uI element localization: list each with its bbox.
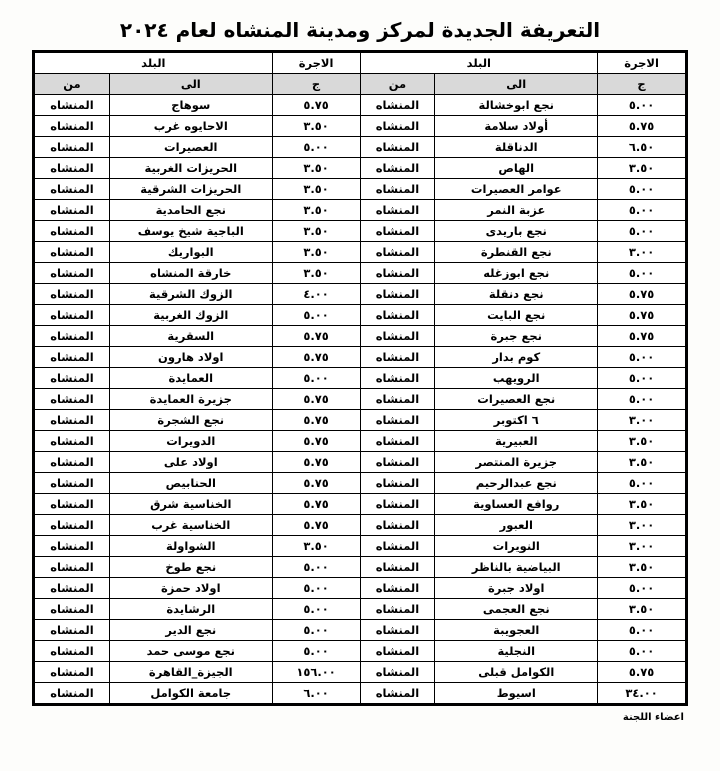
cell-fare-right: ٦.٠٠ [272, 683, 360, 704]
cell-from-left: المنشاه [360, 452, 435, 473]
header-from-left: من [360, 74, 435, 95]
cell-fare-left: ٥.٠٠ [598, 389, 686, 410]
cell-to-right: الخناسية غرب [109, 515, 272, 536]
table-body [35, 95, 686, 704]
cell-from-right: المنشاه [35, 641, 110, 662]
cell-from-left: المنشاه [360, 368, 435, 389]
cell-fare-left: ٥.٠٠ [598, 263, 686, 284]
cell-fare-left: ٥.٠٠ [598, 368, 686, 389]
table-row [35, 515, 686, 536]
cell-to-left: النجلية [435, 641, 598, 662]
cell-from-right: المنشاه [35, 431, 110, 452]
cell-to-left: نجع البايت [435, 305, 598, 326]
cell-from-right: المنشاه [35, 389, 110, 410]
cell-fare-right: ٥.٧٥ [272, 494, 360, 515]
cell-from-right: المنشاه [35, 494, 110, 515]
cell-from-left: المنشاه [360, 137, 435, 158]
cell-from-left: المنشاه [360, 599, 435, 620]
cell-from-left: المنشاه [360, 263, 435, 284]
table-row [35, 410, 686, 431]
table-row [35, 263, 686, 284]
cell-fare-right: ٥.٠٠ [272, 305, 360, 326]
cell-fare-left: ٣.٠٠ [598, 536, 686, 557]
cell-fare-right: ٣.٥٠ [272, 221, 360, 242]
table-row [35, 683, 686, 704]
cell-from-right: المنشاه [35, 179, 110, 200]
cell-from-right: المنشاه [35, 116, 110, 137]
header-to-right: الى [109, 74, 272, 95]
cell-fare-left: ٥.٧٥ [598, 326, 686, 347]
cell-to-right: السقرية [109, 326, 272, 347]
cell-fare-left: ٣٤.٠٠ [598, 683, 686, 704]
cell-from-left: المنشاه [360, 221, 435, 242]
cell-fare-left: ٣.٠٠ [598, 410, 686, 431]
cell-from-right: المنشاه [35, 95, 110, 116]
cell-to-left: النويرات [435, 536, 598, 557]
cell-fare-right: ٤.٠٠ [272, 284, 360, 305]
cell-to-right: اولاد على [109, 452, 272, 473]
table-row [35, 137, 686, 158]
cell-from-left: المنشاه [360, 641, 435, 662]
cell-from-left: المنشاه [360, 431, 435, 452]
cell-fare-right: ٥.٧٥ [272, 515, 360, 536]
cell-to-left: نجع القنطرة [435, 242, 598, 263]
cell-to-left: نجع عبدالرحيم [435, 473, 598, 494]
cell-to-left: العجويبة [435, 620, 598, 641]
cell-from-right: المنشاه [35, 326, 110, 347]
cell-to-left: الدناقلة [435, 137, 598, 158]
cell-from-left: المنشاه [360, 515, 435, 536]
cell-from-left: المنشاه [360, 95, 435, 116]
table-row [35, 473, 686, 494]
header-fare-left: الاجرة [598, 53, 686, 74]
cell-fare-right: ٥.٠٠ [272, 599, 360, 620]
cell-to-right: جامعة الكوامل [109, 683, 272, 704]
cell-from-left: المنشاه [360, 242, 435, 263]
cell-fare-left: ٥.٠٠ [598, 95, 686, 116]
cell-from-left: المنشاه [360, 683, 435, 704]
cell-fare-left: ٥.٠٠ [598, 179, 686, 200]
cell-to-left: الرويهب [435, 368, 598, 389]
cell-to-left: نجع ابوزغله [435, 263, 598, 284]
cell-from-left: المنشاه [360, 473, 435, 494]
table-row [35, 578, 686, 599]
header-fare-unit-right: ج [272, 74, 360, 95]
cell-fare-right: ٥.٠٠ [272, 368, 360, 389]
cell-to-right: الجيزة_القاهرة [109, 662, 272, 683]
cell-from-right: المنشاه [35, 200, 110, 221]
cell-to-left: اسيوط [435, 683, 598, 704]
cell-fare-left: ٥.٠٠ [598, 578, 686, 599]
cell-to-right: الزوك الغربية [109, 305, 272, 326]
committee-note: اعضاء اللجنة [622, 712, 684, 723]
cell-fare-right: ٣.٥٠ [272, 116, 360, 137]
cell-to-left: اولاد جبرة [435, 578, 598, 599]
table-row [35, 326, 686, 347]
cell-fare-right: ٥.٧٥ [272, 473, 360, 494]
table-row [35, 305, 686, 326]
cell-from-right: المنشاه [35, 305, 110, 326]
cell-from-left: المنشاه [360, 284, 435, 305]
cell-from-left: المنشاه [360, 116, 435, 137]
cell-from-right: المنشاه [35, 599, 110, 620]
cell-from-right: المنشاه [35, 347, 110, 368]
cell-from-left: المنشاه [360, 410, 435, 431]
cell-from-left: المنشاه [360, 200, 435, 221]
cell-to-right: الاحايوه غرب [109, 116, 272, 137]
cell-to-left: البياضية بالناظر [435, 557, 598, 578]
header-fare-unit-left: ج [598, 74, 686, 95]
table-row [35, 95, 686, 116]
cell-from-right: المنشاه [35, 515, 110, 536]
table-row [35, 452, 686, 473]
cell-to-left: الهاص [435, 158, 598, 179]
cell-fare-left: ٣.٠٠ [598, 242, 686, 263]
cell-fare-right: ٥.٠٠ [272, 137, 360, 158]
cell-fare-left: ٥.٧٥ [598, 116, 686, 137]
cell-to-right: جزيرة العمايدة [109, 389, 272, 410]
cell-to-left: نجع دنقلة [435, 284, 598, 305]
cell-to-right: نجع الشجرة [109, 410, 272, 431]
cell-fare-left: ٣.٥٠ [598, 452, 686, 473]
cell-from-right: المنشاه [35, 662, 110, 683]
cell-fare-left: ٥.٠٠ [598, 221, 686, 242]
cell-fare-left: ٣.٥٠ [598, 431, 686, 452]
cell-to-right: سوهاج [109, 95, 272, 116]
table-row [35, 494, 686, 515]
table-row [35, 116, 686, 137]
cell-fare-right: ١٥٦.٠٠ [272, 662, 360, 683]
cell-fare-right: ٥.٧٥ [272, 389, 360, 410]
cell-to-right: نجع الحامدية [109, 200, 272, 221]
cell-fare-right: ٣.٥٠ [272, 179, 360, 200]
cell-to-right: اولاد حمزة [109, 578, 272, 599]
cell-fare-left: ٥.٠٠ [598, 347, 686, 368]
cell-to-left: كوم بدار [435, 347, 598, 368]
cell-to-left: نجع باريدى [435, 221, 598, 242]
cell-to-right: نجع الدير [109, 620, 272, 641]
cell-to-right: الحريزات الغربية [109, 158, 272, 179]
cell-to-right: العصيرات [109, 137, 272, 158]
table-row [35, 620, 686, 641]
header-country-left: البلد [360, 53, 598, 74]
cell-from-left: المنشاه [360, 494, 435, 515]
table-row [35, 347, 686, 368]
table-row [35, 158, 686, 179]
cell-fare-left: ٣.٥٠ [598, 494, 686, 515]
cell-fare-right: ٣.٥٠ [272, 242, 360, 263]
cell-to-left: العبور [435, 515, 598, 536]
cell-fare-right: ٣.٥٠ [272, 263, 360, 284]
cell-fare-left: ٥.٧٥ [598, 284, 686, 305]
cell-fare-left: ٥.٧٥ [598, 305, 686, 326]
fare-table-container [32, 50, 688, 706]
cell-fare-right: ٥.٠٠ [272, 641, 360, 662]
cell-to-left: جزيرة المنتصر [435, 452, 598, 473]
cell-fare-right: ٣.٥٠ [272, 158, 360, 179]
cell-fare-right: ٥.٧٥ [272, 326, 360, 347]
cell-to-right: الرشايدة [109, 599, 272, 620]
table-row [35, 284, 686, 305]
cell-to-left: نجع العصيرات [435, 389, 598, 410]
cell-from-right: المنشاه [35, 683, 110, 704]
cell-to-right: الشواولة [109, 536, 272, 557]
cell-to-right: العمايدة [109, 368, 272, 389]
cell-to-right: الدويرات [109, 431, 272, 452]
cell-from-left: المنشاه [360, 347, 435, 368]
cell-to-left: ٦ اكتوبر [435, 410, 598, 431]
cell-to-left: عوامر العصيرات [435, 179, 598, 200]
cell-to-right: نجع طوخ [109, 557, 272, 578]
table-row [35, 242, 686, 263]
cell-fare-right: ٥.٧٥ [272, 95, 360, 116]
cell-fare-right: ٥.٧٥ [272, 347, 360, 368]
cell-from-right: المنشاه [35, 221, 110, 242]
cell-fare-left: ٣.٥٠ [598, 158, 686, 179]
fare-table [34, 52, 686, 704]
cell-from-right: المنشاه [35, 158, 110, 179]
cell-to-left: نجع ابوخشالة [435, 95, 598, 116]
cell-fare-left: ٥.٠٠ [598, 473, 686, 494]
table-row [35, 368, 686, 389]
cell-fare-left: ٥.٠٠ [598, 641, 686, 662]
cell-to-right: الحنابيص [109, 473, 272, 494]
cell-to-right: الباجية شيخ يوسف [109, 221, 272, 242]
cell-to-right: اولاد هارون [109, 347, 272, 368]
cell-from-right: المنشاه [35, 620, 110, 641]
header-from-right: من [35, 74, 110, 95]
cell-from-right: المنشاه [35, 242, 110, 263]
cell-to-right: الحريزات الشرقية [109, 179, 272, 200]
header-row-top [35, 53, 686, 74]
cell-to-left: أولاد سلامة [435, 116, 598, 137]
table-row [35, 179, 686, 200]
cell-from-left: المنشاه [360, 557, 435, 578]
cell-from-left: المنشاه [360, 389, 435, 410]
cell-to-right: الزوك الشرقية [109, 284, 272, 305]
cell-from-left: المنشاه [360, 305, 435, 326]
cell-to-left: الكوامل قبلى [435, 662, 598, 683]
cell-from-left: المنشاه [360, 326, 435, 347]
cell-from-right: المنشاه [35, 557, 110, 578]
cell-to-left: نجع جبرة [435, 326, 598, 347]
cell-to-right: نجع موسى حمد [109, 641, 272, 662]
cell-from-left: المنشاه [360, 578, 435, 599]
cell-from-right: المنشاه [35, 263, 110, 284]
cell-from-right: المنشاه [35, 284, 110, 305]
header-row-sub [35, 74, 686, 95]
cell-from-right: المنشاه [35, 452, 110, 473]
cell-from-right: المنشاه [35, 536, 110, 557]
cell-fare-left: ٥.٧٥ [598, 662, 686, 683]
cell-from-right: المنشاه [35, 137, 110, 158]
cell-to-left: عزبة النمر [435, 200, 598, 221]
cell-fare-left: ٥.٠٠ [598, 200, 686, 221]
cell-to-right: خارقة المنشاه [109, 263, 272, 284]
cell-fare-right: ٣.٥٠ [272, 536, 360, 557]
cell-from-left: المنشاه [360, 179, 435, 200]
cell-fare-right: ٥.٧٥ [272, 410, 360, 431]
cell-fare-right: ٥.٧٥ [272, 431, 360, 452]
cell-fare-right: ٥.٠٠ [272, 557, 360, 578]
cell-fare-right: ٣.٥٠ [272, 200, 360, 221]
cell-fare-right: ٥.٧٥ [272, 452, 360, 473]
cell-fare-left: ٥.٠٠ [598, 620, 686, 641]
cell-fare-left: ٣.٠٠ [598, 515, 686, 536]
table-row [35, 200, 686, 221]
cell-from-right: المنشاه [35, 473, 110, 494]
cell-to-left: نجع العجمى [435, 599, 598, 620]
header-country-right: البلد [35, 53, 273, 74]
cell-from-left: المنشاه [360, 536, 435, 557]
table-row [35, 599, 686, 620]
cell-from-right: المنشاه [35, 578, 110, 599]
cell-to-right: الخناسية شرق [109, 494, 272, 515]
table-row [35, 389, 686, 410]
cell-fare-right: ٥.٠٠ [272, 578, 360, 599]
cell-from-left: المنشاه [360, 620, 435, 641]
header-to-left: الى [435, 74, 598, 95]
cell-fare-left: ٣.٥٠ [598, 599, 686, 620]
table-head [35, 53, 686, 95]
table-row [35, 557, 686, 578]
cell-fare-left: ٣.٥٠ [598, 557, 686, 578]
table-row [35, 662, 686, 683]
cell-to-left: العبيرية [435, 431, 598, 452]
cell-fare-right: ٥.٠٠ [272, 620, 360, 641]
cell-fare-left: ٦.٥٠ [598, 137, 686, 158]
table-row [35, 641, 686, 662]
cell-to-right: البواريك [109, 242, 272, 263]
table-row [35, 536, 686, 557]
table-row [35, 221, 686, 242]
cell-from-left: المنشاه [360, 158, 435, 179]
cell-from-right: المنشاه [35, 368, 110, 389]
table-row [35, 431, 686, 452]
cell-from-right: المنشاه [35, 410, 110, 431]
page-title: التعريفة الجديدة لمركز ومدينة المنشاه لعام ٢٠٢٤ [119, 18, 601, 42]
cell-to-left: روافع العساوية [435, 494, 598, 515]
header-fare-right: الاجرة [272, 53, 360, 74]
cell-from-left: المنشاه [360, 662, 435, 683]
